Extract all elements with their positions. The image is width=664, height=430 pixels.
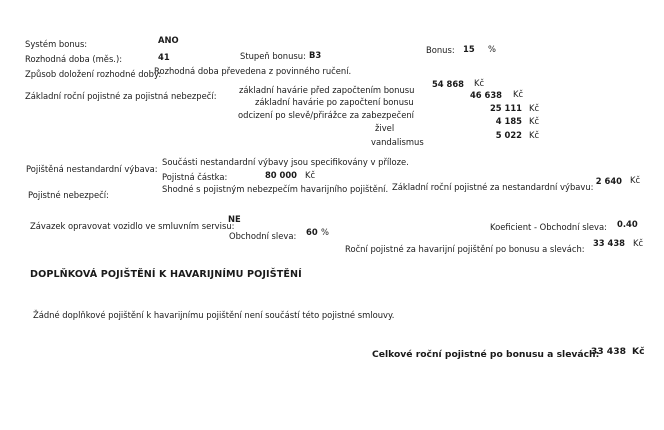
discount-unit: % [321,227,329,237]
supplementary-text: Žádné doplňkové pojištění k havarijnímu pojištění není součástí této pojistné smlouvy. [33,310,395,320]
total-premium-unit: Kč [632,346,645,357]
base-premium-label: Základní roční pojistné za pojistná nebezpečí: [25,91,217,101]
base-row-value: 54 868 [431,79,464,89]
discount-value: 60 [306,227,318,237]
bonus-level-label: Stupeň bonusu: [240,51,306,61]
annual-premium-value: 33 438 [592,238,625,248]
base-row-label: živel [375,123,395,133]
base-row-unit: Kč [474,78,485,88]
base-row-label: odcizení po slevě/přirážce za zabezpečení [238,110,415,120]
period-label: Rozhodná doba (měs.): [25,54,123,64]
proof-label: Způsob doložení rozhodné doby: [25,69,162,79]
insured-amount-value: 80 000 [264,170,297,180]
bonus-label: Bonus: [426,45,455,55]
nonstandard-premium-label: Základní roční pojistné za nestandardní výbavu: [392,182,594,192]
insured-amount-unit: Kč [305,170,316,180]
insured-amount-label: Pojistná částka: [162,172,228,182]
annual-premium-unit: Kč [633,238,644,248]
service-value: NE [228,214,241,224]
discount-label: Obchodní sleva: [229,231,297,241]
base-row-value: 46 638 [469,90,502,100]
base-row-label: vandalismus [371,137,424,147]
base-row-value: 25 111 [489,103,522,113]
system-bonus-value: ANO [158,35,179,45]
risk-label: Pojistné nebezpečí: [28,190,109,200]
base-row-unit: Kč [529,103,540,113]
bonus-value: 15 [463,44,475,54]
annual-premium-label: Roční pojistné za havarijní pojištění po bonusu a slevách: [345,244,585,254]
nonstandard-premium-unit: Kč [630,175,641,185]
nonstandard-label: Pojištěná nestandardní výbava: [26,164,158,174]
nonstandard-premium-value: 2 640 [595,176,622,186]
base-row-value: 4 185 [495,116,522,126]
period-value: 41 [158,52,170,62]
supplementary-heading: DOPLŇKOVÁ POJIŠTĚNÍ K HAVARIJNÍMU POJIŠTĚNÍ [30,269,302,280]
coefficient-value: 0.40 [617,219,638,229]
base-row-unit: Kč [529,116,540,126]
proof-value: Rozhodná doba převedena z povinného ručení. [154,66,352,76]
risk-value: Shodné s pojistným nebezpečím havarijního pojištění. [162,184,389,194]
system-bonus-label: Systém bonus: [25,39,88,49]
base-row-label: základní havárie po započtení bonusu [255,97,414,107]
bonus-unit: % [488,44,496,54]
service-label: Závazek opravovat vozidlo ve smluvním servisu: [30,221,235,231]
base-row-label: základní havárie před započtením bonusu [239,85,415,95]
coefficient-label: Koeficient - Obchodní sleva: [490,222,607,232]
total-premium-value: 33 438 [590,346,626,357]
base-row-unit: Kč [513,89,524,99]
total-premium-label: Celkové roční pojistné po bonusu a slevách: [372,349,600,360]
nonstandard-value: Součásti nestandardní výbavy jsou specifikovány v příloze. [162,157,409,167]
bonus-level-value: B3 [309,50,322,60]
base-row-value: 5 022 [495,130,522,140]
base-row-unit: Kč [529,130,540,140]
